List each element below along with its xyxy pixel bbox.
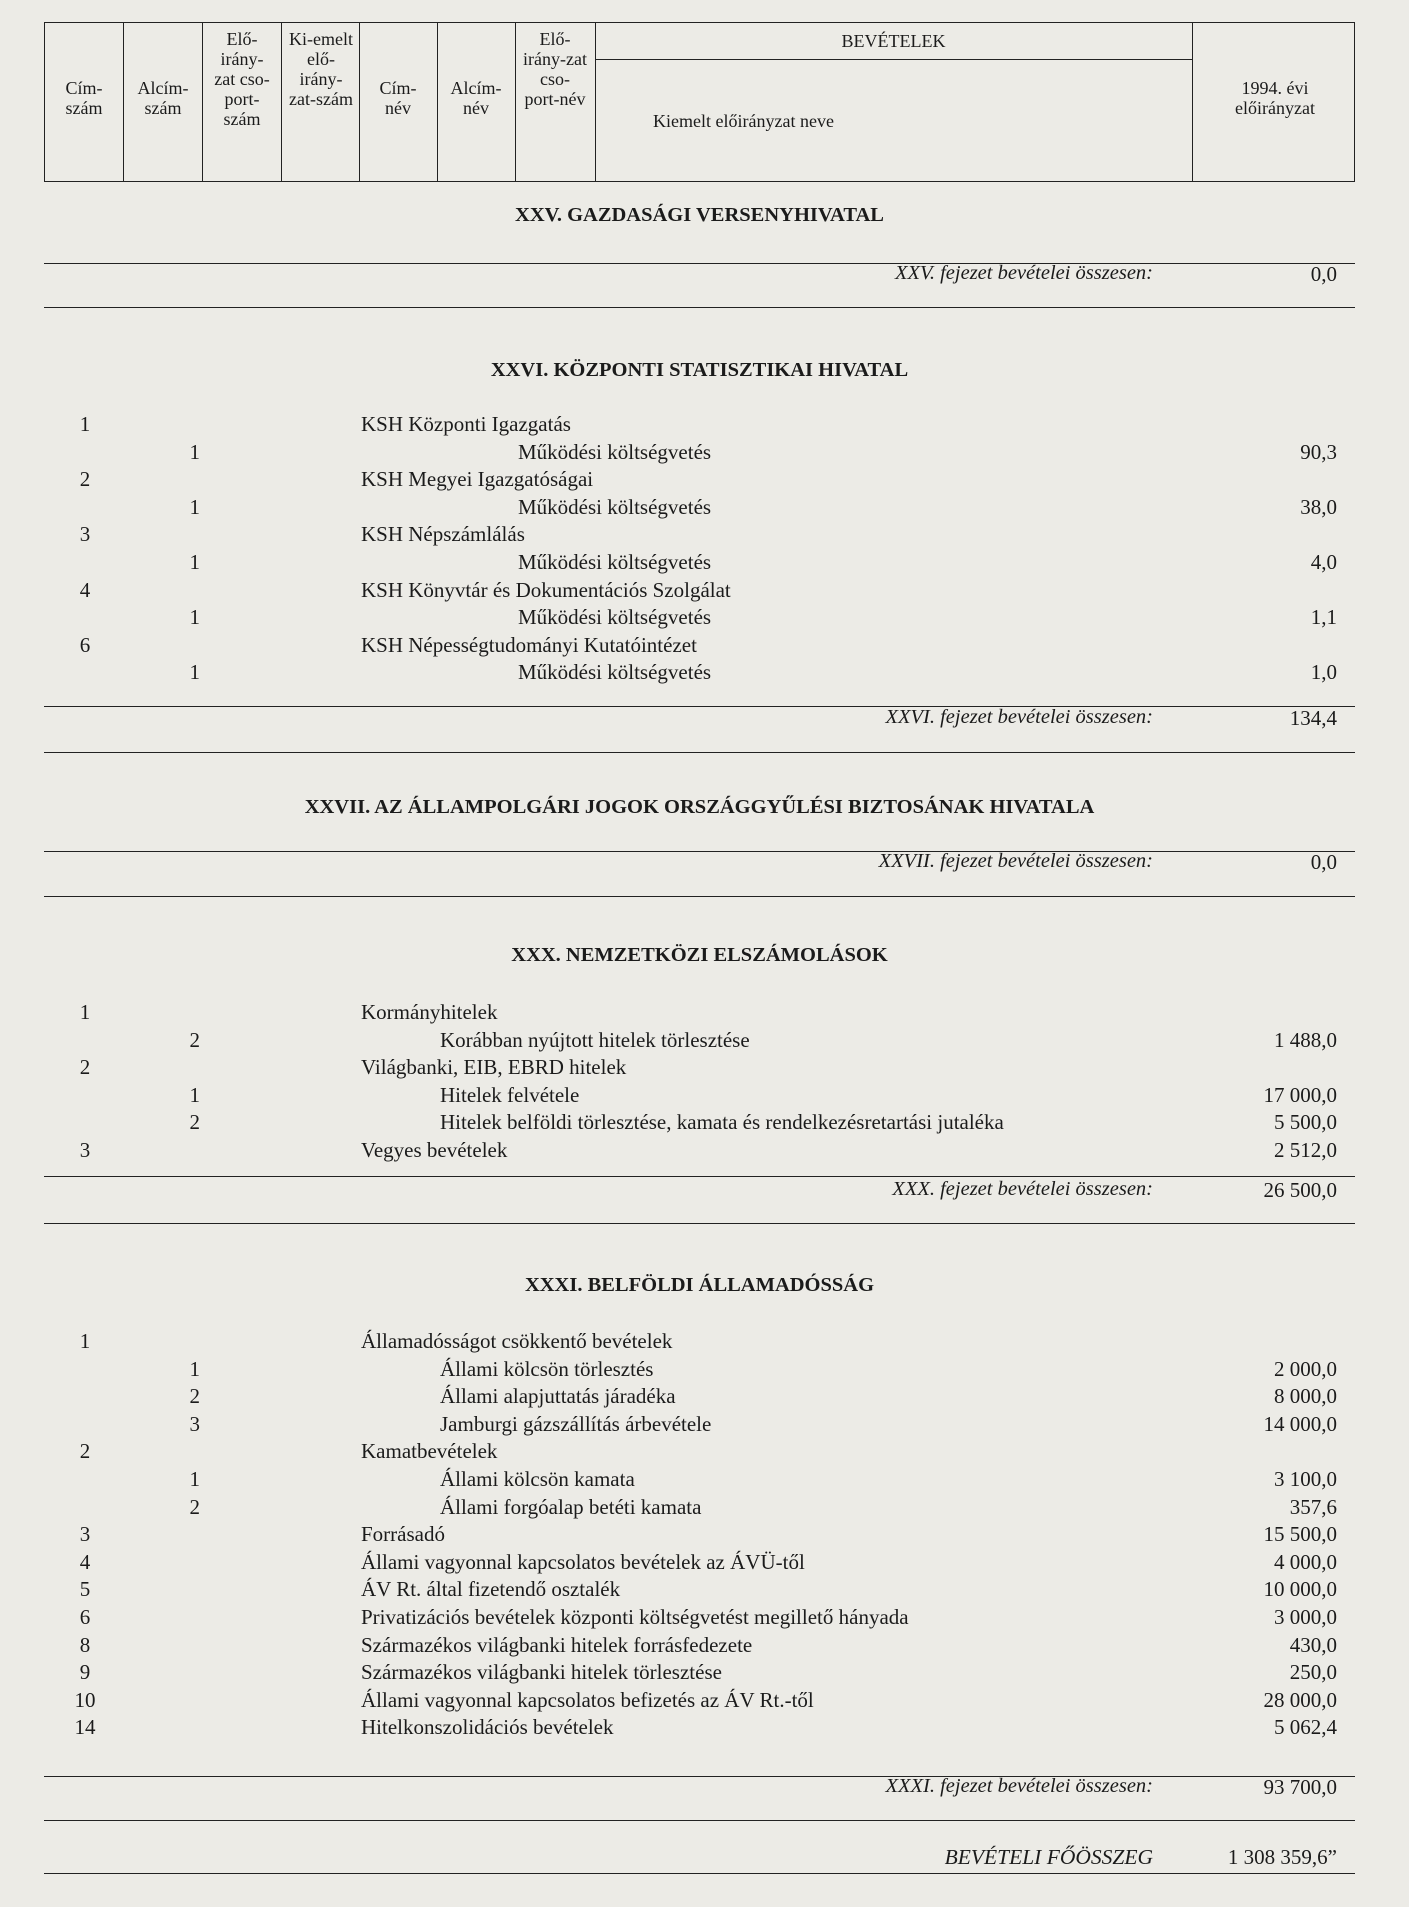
row-value: 1,0 (1310, 660, 1337, 685)
section-total-value: 93 700,0 (1263, 1775, 1337, 1799)
row-value: 4 000,0 (1274, 1549, 1337, 1574)
section-total-value: 134,4 (1289, 706, 1337, 730)
row-name: Működési költségvetés (518, 550, 712, 574)
row-cim-szam: 6 (79, 632, 91, 657)
row-name: KSH Népességtudományi Kutatóintézet (361, 632, 697, 657)
row-cim-szam: 6 (79, 1605, 91, 1629)
row-value: 38,0 (1300, 494, 1337, 519)
row-value: 90,3 (1300, 439, 1337, 464)
header-divider (202, 23, 203, 181)
section-rule (44, 752, 1355, 753)
section-total-value: 0,0 (1310, 262, 1337, 286)
row-alcim-szam: 3 (189, 1411, 200, 1436)
row-name: Működési költségvetés (518, 660, 712, 685)
row-cim-szam: 8 (79, 1632, 91, 1657)
row-name: Forrásadó (361, 1522, 445, 1547)
row-name: Hitelek felvétele (440, 1082, 580, 1107)
row-cim-szam: 3 (79, 522, 91, 547)
row-alcim-szam: 1 (189, 550, 200, 574)
row-name: KSH Népszámlálás (361, 522, 525, 547)
row-name: Származékos világbanki hitelek törlesztése (361, 1660, 722, 1685)
section-total-value: 0,0 (1310, 850, 1337, 874)
section-rule (44, 1223, 1355, 1224)
section-rule (44, 1176, 1355, 1177)
row-name: Kormányhitelek (361, 1000, 498, 1024)
row-name: Állami vagyonnal kapcsolatos befizetés az ÁV Rt.-től (361, 1687, 814, 1712)
row-value: 250,0 (1289, 1660, 1337, 1685)
row-name: Működési költségvetés (518, 605, 712, 630)
header-divider (123, 23, 124, 181)
row-name: KSH Központi Igazgatás (361, 412, 571, 436)
row-cim-szam: 2 (79, 467, 91, 492)
row-alcim-szam: 1 (189, 605, 200, 630)
section-title: XXXI. BELFÖLDI ÁLLAMADÓSSÁG (524, 1274, 875, 1296)
row-value: 15 500,0 (1263, 1522, 1337, 1547)
row-value: 14 000,0 (1263, 1411, 1337, 1436)
section-title: XXX. NEMZETKÖZI ELSZÁMOLÁSOK (511, 944, 888, 966)
section-rule (44, 1820, 1355, 1821)
row-cim-szam: 3 (79, 1138, 91, 1162)
row-cim-szam: 4 (79, 1549, 91, 1574)
row-alcim-szam: 1 (189, 1467, 200, 1491)
row-cim-szam: 2 (79, 1055, 91, 1080)
row-cim-szam: 14 (74, 1715, 96, 1740)
header-kiemelt-eloiranyzat-szam: Ki-emelt elő-irány-zat-szám (289, 29, 353, 109)
row-value: 3 000,0 (1274, 1605, 1337, 1629)
row-value: 2 512,0 (1274, 1138, 1337, 1162)
row-alcim-szam: 1 (189, 439, 200, 464)
row-name: Államadósságot csökkentő bevételek (361, 1329, 673, 1353)
row-cim-szam: 2 (79, 1439, 91, 1464)
row-value: 357,6 (1289, 1494, 1337, 1519)
row-name: ÁV Rt. által fizetendő osztalék (361, 1577, 621, 1602)
section-total-label: XXV. fejezet bevételei összesen: (894, 262, 1153, 284)
section-rule (44, 896, 1355, 897)
header-eloiranyzat-csoport-nev: Elő-irány-zat cso-port-név (523, 29, 587, 109)
row-name: Hitelek belföldi törlesztése, kamata és rendelkezésretartási jutaléka (440, 1110, 1004, 1135)
row-name: Privatizációs bevételek központi költségvetést megillető hányada (361, 1605, 909, 1629)
row-cim-szam: 10 (74, 1687, 96, 1712)
row-alcim-szam: 1 (189, 1356, 200, 1381)
header-divider (1192, 23, 1193, 181)
row-name: Hitelkonszolidációs bevételek (361, 1715, 614, 1740)
row-cim-szam: 1 (79, 1329, 91, 1353)
row-cim-szam: 1 (79, 412, 91, 436)
header-divider (595, 59, 1192, 60)
header-eloiranyzat-csoport-szam: Elő-irány-zat cso-port-szám (214, 29, 270, 129)
row-name: Állami vagyonnal kapcsolatos bevételek az ÁVÜ-től (361, 1549, 805, 1574)
section-total-label: XXXI. fejezet bevételei összesen: (885, 1775, 1153, 1797)
header-alcim-nev: Alcím-név (450, 78, 502, 118)
section-title: XXV. GAZDASÁGI VERSENYHIVATAL (515, 204, 884, 226)
row-name: Működési költségvetés (518, 439, 712, 464)
row-name: Kamatbevételek (361, 1439, 498, 1464)
section-rule (44, 1873, 1355, 1874)
row-name: Állami alapjuttatás járadéka (440, 1384, 676, 1409)
row-cim-szam: 9 (79, 1660, 91, 1685)
row-value: 1 488,0 (1274, 1027, 1337, 1052)
row-value: 8 000,0 (1274, 1384, 1337, 1409)
row-alcim-szam: 2 (189, 1110, 200, 1135)
header-kiemelt-eloiranyzat-neve: Kiemelt előirányzat neve (653, 111, 834, 131)
row-cim-szam: 4 (79, 577, 91, 602)
header-evi-eloiranyzat: 1994. évi előirányzat (1235, 78, 1315, 118)
header-bevetelek: BEVÉTELEK (841, 31, 946, 51)
row-alcim-szam: 2 (189, 1494, 200, 1519)
section-total-label: XXVI. fejezet bevételei összesen: (885, 706, 1153, 728)
row-alcim-szam: 1 (189, 494, 200, 519)
row-value: 5 500,0 (1274, 1110, 1337, 1135)
row-value: 17 000,0 (1263, 1082, 1337, 1107)
header-divider (437, 23, 438, 181)
header-divider (281, 23, 282, 181)
row-value: 28 000,0 (1263, 1687, 1337, 1712)
header-divider (359, 23, 360, 181)
row-alcim-szam: 1 (189, 1082, 200, 1107)
row-cim-szam: 1 (79, 1000, 91, 1024)
row-value: 4,0 (1310, 550, 1337, 574)
section-total-value: 26 500,0 (1263, 1178, 1337, 1202)
row-name: Állami kölcsön törlesztés (440, 1356, 654, 1381)
row-value: 1,1 (1310, 605, 1337, 630)
row-name: Korábban nyújtott hitelek törlesztése (440, 1027, 750, 1052)
row-name: Vegyes bevételek (361, 1138, 508, 1162)
table-header (44, 22, 1355, 182)
row-name: KSH Könyvtár és Dokumentációs Szolgálat (361, 577, 731, 602)
row-cim-szam: 5 (79, 1577, 91, 1602)
section-total-label: XXX. fejezet bevételei összesen: (892, 1178, 1153, 1200)
header-cim-nev: Cím-név (379, 78, 417, 118)
header-alcim-szam: Alcím-szám (137, 78, 189, 118)
row-name: KSH Megyei Igazgatóságai (361, 467, 594, 492)
row-alcim-szam: 1 (189, 660, 200, 685)
row-alcim-szam: 2 (189, 1384, 200, 1409)
row-name: Származékos világbanki hitelek forrásfedezete (361, 1632, 753, 1657)
row-value: 5 062,4 (1274, 1715, 1337, 1740)
row-name: Állami kölcsön kamata (440, 1467, 635, 1491)
section-rule (44, 307, 1355, 308)
header-cim-szam: Cím-szám (65, 78, 103, 118)
row-value: 10 000,0 (1263, 1577, 1337, 1602)
row-name: Világbanki, EIB, EBRD hitelek (361, 1055, 627, 1080)
row-cim-szam: 3 (79, 1522, 91, 1547)
header-divider (515, 23, 516, 181)
row-value: 430,0 (1289, 1632, 1337, 1657)
grand-total-value: 1 308 359,6” (1227, 1845, 1337, 1869)
section-title: XXVII. AZ ÁLLAMPOLGÁRI JOGOK ORSZÁGGYŰLÉSI BIZTOSÁNAK HIVATALA (304, 796, 1095, 818)
section-title: XXVI. KÖZPONTI STATISZTIKAI HIVATAL (490, 359, 909, 381)
row-alcim-szam: 2 (189, 1027, 200, 1052)
row-name: Állami forgóalap betéti kamata (440, 1494, 702, 1519)
row-value: 3 100,0 (1274, 1467, 1337, 1491)
row-value: 2 000,0 (1274, 1356, 1337, 1381)
row-name: Jamburgi gázszállítás árbevétele (440, 1411, 712, 1436)
row-name: Működési költségvetés (518, 494, 712, 519)
grand-total-label: BEVÉTELI FŐÖSSZEG (944, 1845, 1153, 1869)
section-total-label: XXVII. fejezet bevételei összesen: (878, 850, 1153, 872)
